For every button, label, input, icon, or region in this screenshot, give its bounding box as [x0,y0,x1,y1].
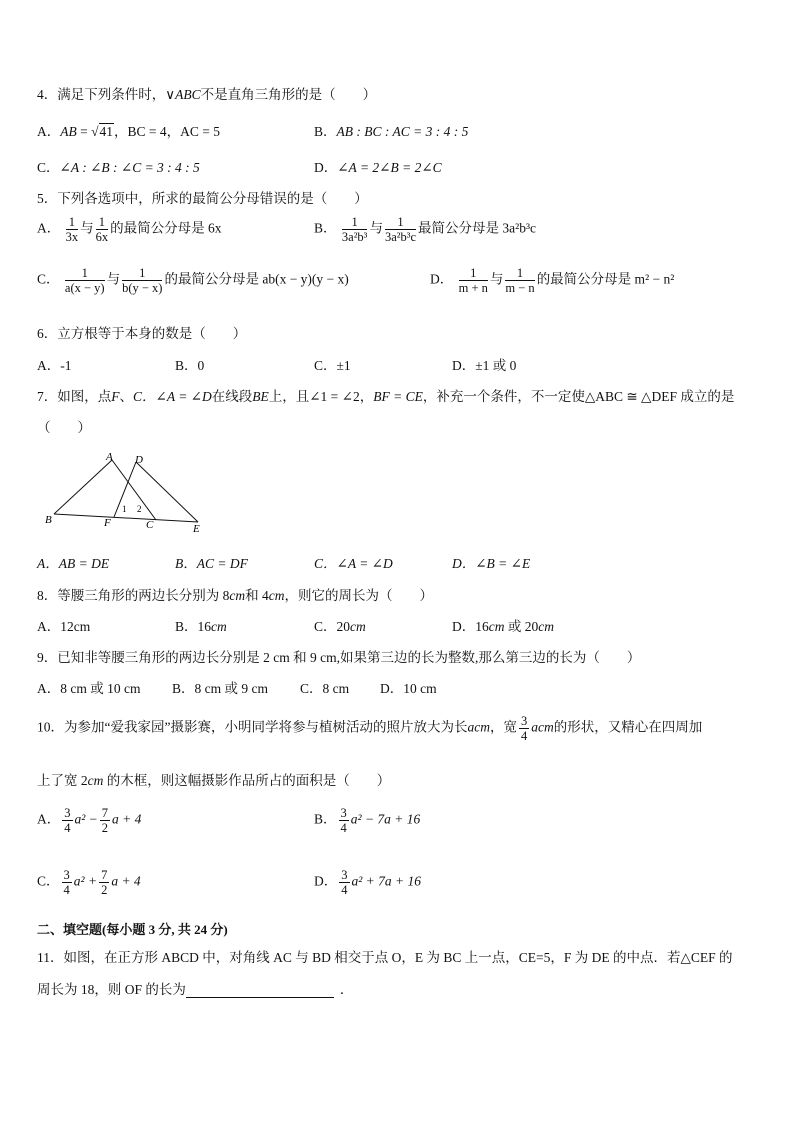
fraction: $\frac{7}{2}$ [101,806,109,835]
fraction: $\frac{3}{4}$ [341,868,348,897]
q6-option-b: B．0 [175,358,205,373]
q7-option-b: B．AC = DF [175,556,248,571]
q8-option-c: C．20cm [314,619,366,634]
fraction: $\frac{1}{6x}$ [95,215,109,244]
q10-stem: 10．为参加“爱我家园”摄影赛，小明同学将参与植树活动的照片放大为长acm，宽 $\frac{3}{4}$ acm的形状，又精心在四周加 [37,714,703,743]
fraction: $\frac{1}{3x}$ [65,215,79,244]
q8-option-a: A．12cm [37,619,91,634]
fraction: $\frac{7}{2}$ [101,868,108,897]
q5-option-c: C． $\frac{1}{a(x - y)}$ 与 $\frac{1}{b(y - x)}$ 的最简公分母是 ab(x − y)(y − x) [37,266,349,295]
fraction: $\frac{1}{\text{3a²b³}}$ [341,215,368,244]
q4-option-c: C．∠A : ∠B : ∠C = 3 : 4 : 5 [37,160,200,175]
q9-option-a: A．8 cm 或 10 cm [37,681,141,696]
fraction: $\frac{1}{m - n}$ [505,266,535,295]
q4-option-b: B．AB : BC : AC = 3 : 4 : 5 [314,124,469,139]
q7-option-c: C．∠A = ∠D [314,556,393,571]
segment-ac [112,460,156,520]
section-title: 二、填空题(每小题 3 分, 共 24 分) [37,922,228,937]
q10-option-d: D． $\frac{3}{4}$ a² + 7a + 16 [314,868,422,897]
q9-stem: 9．已知非等腰三角形的两边长分别是 2 cm 和 9 cm,如果第三边的长为整数,那么第三边的长为（ ） [37,650,641,665]
sqrt-sign: √ [91,124,99,139]
q5-option-d: D． $\frac{1}{m + n}$ 与 $\frac{1}{m - n}$ 的最简公分母是 m² − n² [430,266,675,295]
q8-option-d: D．16cm 或 20cm [452,619,554,634]
q4-option-a: A．AB = √41，BC = 4，AC = 5 [37,124,221,139]
angle-1-label: 1 [122,504,127,514]
q6-option-a: A．-1 [37,358,72,373]
q5-stem: 5．下列各选项中，所求的最简公分母错误的是（ ） [37,191,368,206]
q4-option-d: D．∠A = 2∠B = 2∠C [314,160,442,175]
fraction: $\frac{1}{b(y - x)}$ [122,266,163,295]
point-c-label: C [146,519,154,531]
q4-stem: 4．满足下列条件时，∨ABC不是直角三角形的是（ ） [37,87,377,102]
q8-option-b: B．16cm [175,619,227,634]
q9-option-b: B．8 cm 或 9 cm [172,681,268,696]
fraction: $\frac{3}{4}$ [340,806,347,835]
fraction: $\frac{3}{4}$ [520,714,528,743]
q6-stem: 6．立方根等于本身的数是（ ） [37,326,247,341]
q5-option-b: B． $\frac{1}{\text{3a²b³}}$ 与 $\frac{1}{\text{3a²b³c}}$ 最简公分母是 3a²b³c [314,215,536,244]
fraction: $\frac{1}{m + n}$ [458,266,488,295]
q10-option-c: C． $\frac{3}{4}$ a² + $\frac{7}{2}$ a + 4 [37,868,141,897]
q7-figure [40,448,210,536]
segment-de [136,462,198,522]
q9-option-c: C．8 cm [300,681,350,696]
point-a-label: A [106,451,113,463]
q10-stem-line2: 上了宽 2cm 的木框，则这幅摄影作品所占的面积是（ ） [37,773,391,788]
fraction: $\frac{1}{\text{3a²b³c}}$ [384,215,417,244]
q6-option-d: D．±1 或 0 [452,358,517,373]
q9-option-d: D．10 cm [380,681,437,696]
fraction: $\frac{3}{4}$ [64,806,71,835]
q7-option-d: D．∠B = ∠E [452,556,531,571]
point-f-label: F [104,517,111,529]
fraction: $\frac{1}{a(x - y)}$ [64,266,105,295]
angle-2-label: 2 [137,504,142,514]
point-b-label: B [45,514,52,526]
q10-option-a: A． $\frac{3}{4}$ a² − $\frac{7}{2}$ a + 4 [37,806,142,835]
q10-option-b: B． $\frac{3}{4}$ a² − 7a + 16 [314,806,421,835]
q8-stem: 8．等腰三角形的两边长分别为 8cm和 4cm，则它的周长为（ ） [37,588,433,603]
q6-option-c: C．±1 [314,358,351,373]
point-d-label: D [135,454,143,466]
answer-blank[interactable] [186,985,334,998]
fraction: $\frac{3}{4}$ [63,868,70,897]
q7-option-a: A．AB = DE [37,556,110,571]
q5-option-a: A． $\frac{1}{3x}$ 与 $\frac{1}{6x}$ 的最简公分母是 6x [37,215,222,244]
q7-stem: 7．如图，点F、C．∠A = ∠D在线段BE上，且∠1 = ∠2，BF = CE，补充一个条件，不一定使△ABC ≅ △DEF 成立的是 [37,389,735,404]
q11-stem: 11．如图，在正方形 ABCD 中，对角线 AC 与 BD 相交于点 O，E 为 BC 上一点，CE=5，F 为 DE 的中点．若△CEF 的 [37,950,733,965]
q7-stem-end: （ ） [37,420,91,435]
point-e-label: E [193,523,200,535]
q11-stem-line2: 周长为 18，则 OF 的长为 ． [37,982,354,997]
segment-be [54,514,198,522]
segment-ab [54,460,112,514]
